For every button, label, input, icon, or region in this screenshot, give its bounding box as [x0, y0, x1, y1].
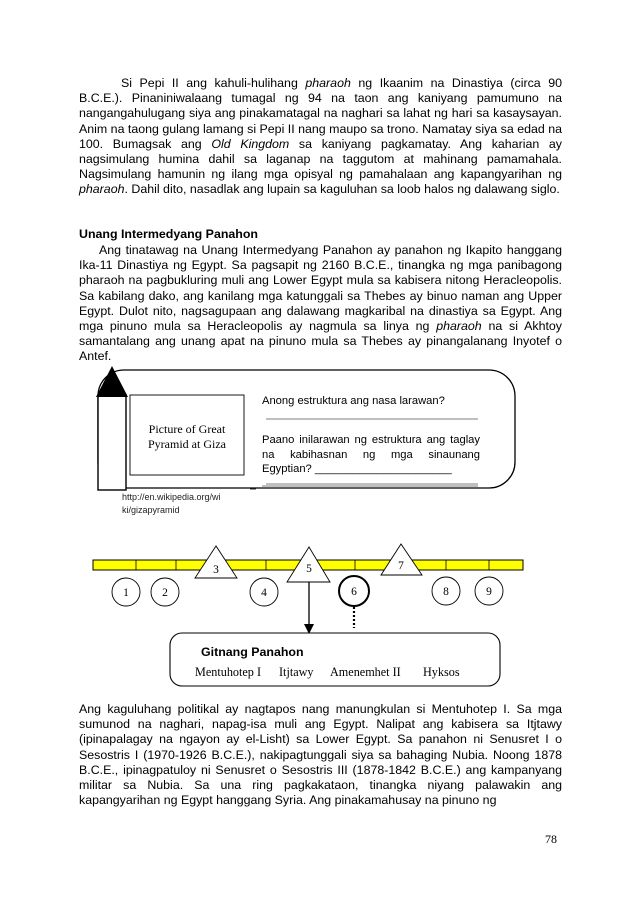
middle-period-item: Mentuhotep I [195, 665, 262, 679]
timeline-triangle-label: 3 [213, 564, 219, 576]
timeline-circle-label: 2 [162, 587, 168, 599]
question-1: Anong estruktura ang nasa larawan? [262, 395, 445, 407]
question-2-text: Paano inilarawan ng estruktura ang taglay na kabihasnan ng mga sinaunang Egyptian? [262, 434, 480, 476]
middle-period-item: Amenemhet II [330, 665, 401, 679]
arrow-shaft [98, 395, 126, 490]
source-link[interactable] [122, 491, 221, 517]
timeline-triangle-label: 5 [306, 563, 312, 575]
emphasis-pharaoh: pharaoh [436, 319, 482, 334]
emphasis-pharaoh: pharaoh [305, 76, 351, 90]
middle-period-title: Gitnang Panahon [201, 645, 304, 659]
timeline-circle-label: 6 [351, 586, 357, 598]
paragraph-text: Si Pepi II ang kahuli-hulihang [121, 76, 298, 90]
emphasis-pharaoh: pharaoh [79, 182, 125, 197]
paragraph-text: na si Akhtoy samantalang ang unang apat na pinuno mula sa Thebes ay pinangalanang Inyotef o Antef. [79, 319, 562, 364]
middle-period-item: Hyksos [423, 665, 460, 679]
paragraph-text: sa kaniyang pagkamatay. Ang kaharian ay nagsimulang humina dahil sa laganap na taggutom at mahinang pamamahala. Nagsimulang hamunin ng ilang mga opisyal ng pamahalaan ang kapangyarihan ng [79, 136, 562, 182]
middle-period-paragraph: Ang kaguluhang politikal ay nagtapos nang manungkulan si Mentuhotep I. Sa mga sumunod na naghari, napag-isa muli ang Egypt. Nalipat ang kabisera sa Itjtawy (ipinapalagay na ngayon ay el-Lisht) sa Lower Egypt. Sa panahon ni Senusret I o Sesostris I (1970-1926 B.C.E.), nakipagtunggali siya sa bahaging Nubia. Noong 1878 B.C.E., ipinagpatuloy ni Senusret o Sesostris III (1878-1842 B.C.E.) ang kampanyang militar sa Nubia. Sa una ring pagkakataon, tinangka niyang palawakin ang kapangyarihan ng Egypt hanggang Syria. Ang pinakamahusay na pinuno ng [79, 702, 562, 808]
timeline-circle-label: 8 [443, 586, 449, 598]
paragraph-text: Ang tinatawag na Unang Intermedyang Panahon ay panahon ng Ikapito hanggang Ika-11 Dinastiya ng Egypt. Sa pagsapit ng 2160 B.C.E., tinangka ng mga panibagong pharaoh na pagbukluring muli ang Lower Egypt mula sa kabisera nitong Heracleopolis. Sa kabilang dako, ang kanilang mga katunggali sa Thebes ay binuo naman ang Upper Egypt. Dulot nito, nagsagupaan ang dalawang magkaribal na dinastiya sa Egypt. Ang mga pinuno mula sa Heracleopolis ay nagmula sa linya ng [79, 243, 562, 334]
timeline-circle-label: 1 [123, 587, 129, 599]
question-2 [262, 433, 480, 477]
source-link-line: ki/gizapyramid [122, 505, 180, 515]
picture-label: Picture of Great [148, 422, 226, 436]
paragraph-text: ng Ikaanim na Dinastiya (circa 90 B.C.E.). Pinaniniwalaang tumagal ng 94 na taon ang kaniyang pamumuno na nangangahulugang siya ang pinakamatagal na naghari sa lahat ng hari sa kasaysayan. Anim na taong gulang lamang si Pepi II nang maupo sa trono. Namatay siya sa edad na 100. Bumagsak ang [79, 76, 562, 151]
timeline-circle-label: 9 [486, 586, 492, 598]
timeline-circle-label: 4 [261, 587, 267, 599]
answer-blank: ______________________ [314, 463, 452, 476]
section-heading: Unang Intermedyang Panahon [79, 227, 258, 241]
picture-label: Pyramid at Giza [148, 437, 226, 451]
source-link-line: http://en.wikipedia.org/wi [122, 492, 221, 502]
emphasis-old-kingdom: Old Kingdom [211, 136, 290, 151]
page-number: 78 [545, 832, 557, 846]
paragraph-text: . Dahil dito, nasadlak ang lupain sa kaguluhan sa loob halos ng dalawang siglo. [124, 182, 560, 197]
timeline-triangle-label: 7 [398, 560, 404, 572]
middle-period-item: Itjtawy [279, 665, 314, 679]
